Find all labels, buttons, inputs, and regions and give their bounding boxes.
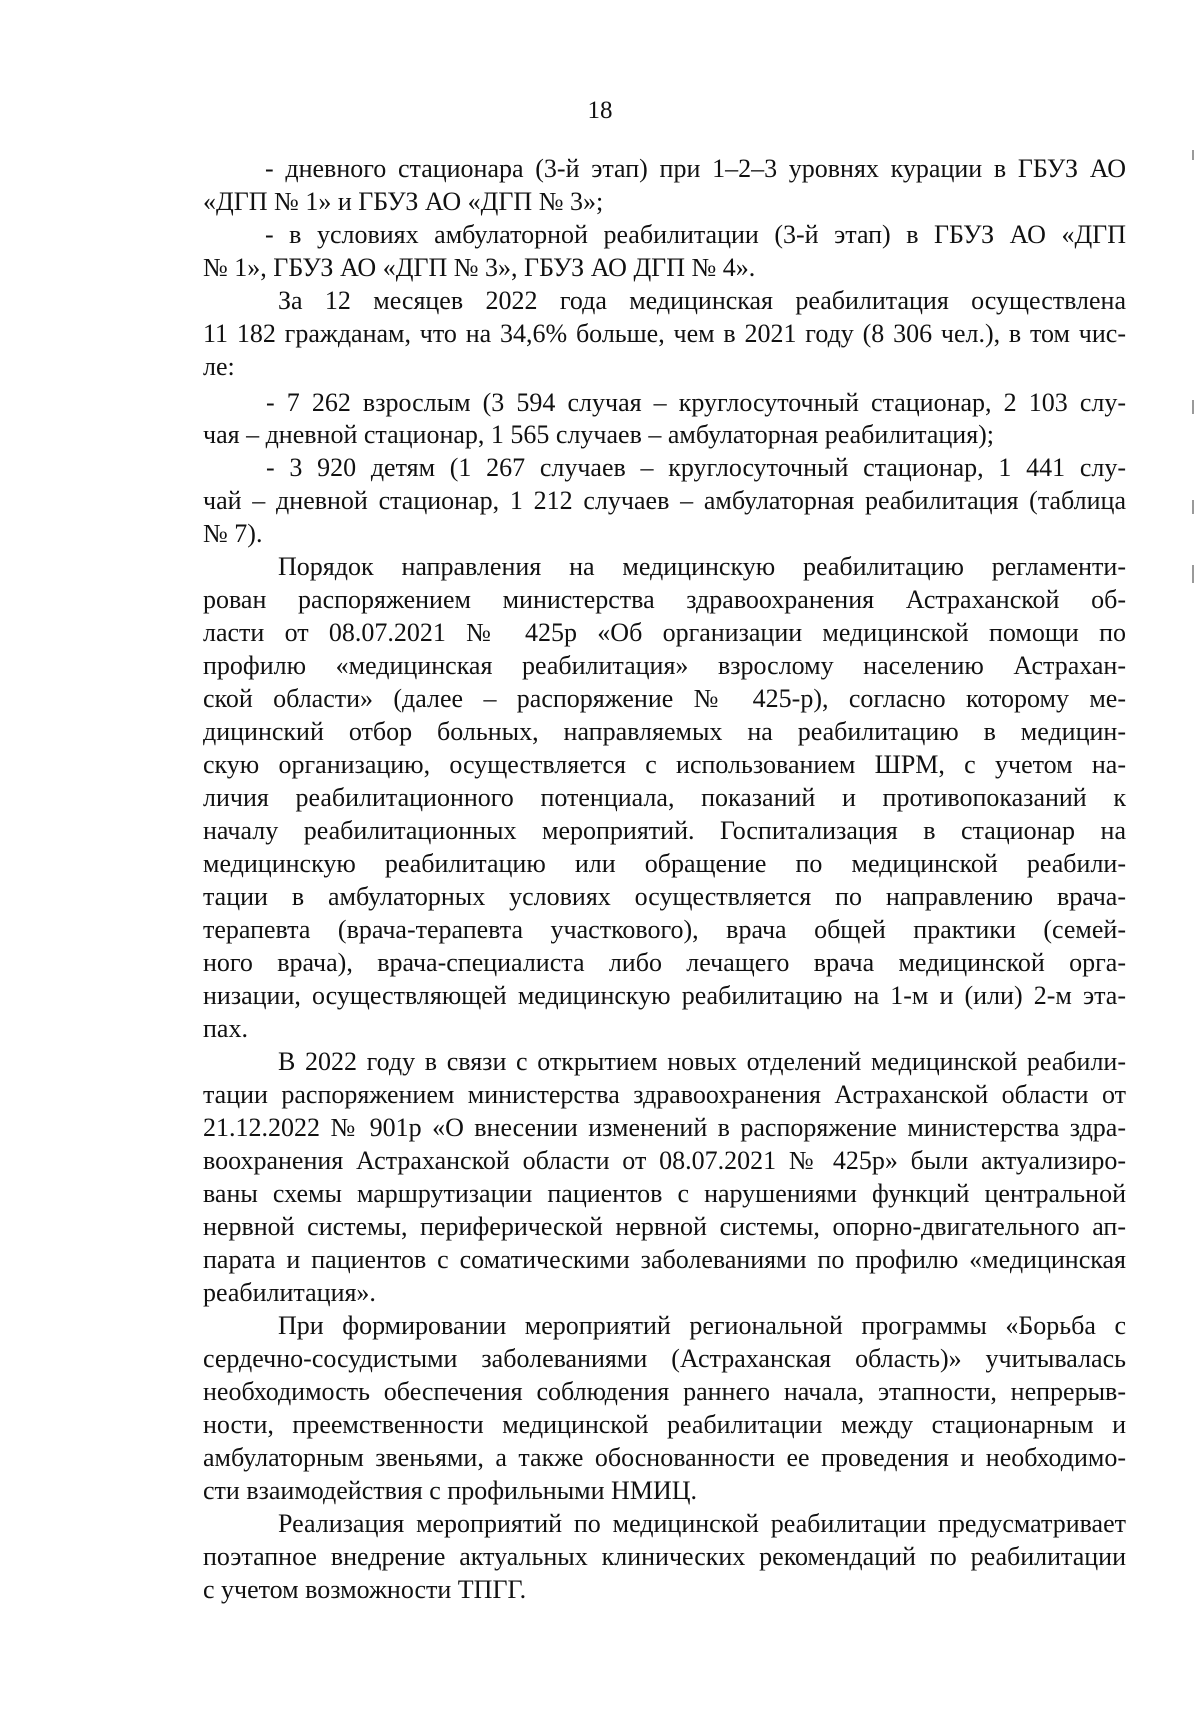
text-line: тации распоряжением министерства здравоохранения Астраханской области от [203, 1080, 1126, 1109]
text-line: При формировании мероприятий региональной программы «Борьба с [278, 1311, 1126, 1340]
text-line: - в условиях амбулаторной реабилитации (3-й этап) в ГБУЗ АО «ДГП [265, 220, 1126, 249]
text-line: рован распоряжением министерства здравоохранения Астраханской об- [203, 585, 1126, 614]
text-line: личия реабилитационного потенциала, показаний и противопоказаний к [203, 783, 1126, 812]
text-line: терапевта (врача-терапевта участкового), врача общей практики (семей- [203, 915, 1126, 944]
text-line: низации, осуществляющей медицинскую реабилитацию на 1-м и (или) 2-м эта- [203, 981, 1126, 1010]
text-line: воохранения Астраханской области от 08.07.2021 № 425р» были актуализиро- [203, 1146, 1126, 1175]
text-line: 11 182 гражданам, что на 34,6% больше, чем в 2021 году (8 306 чел.), в том чис- [203, 319, 1126, 348]
text-line: ваны схемы маршрутизации пациентов с нарушениями функций центральной [203, 1179, 1126, 1208]
text-line: началу реабилитационных мероприятий. Госпитализация в стационар на [203, 816, 1126, 845]
text-line: 21.12.2022 № 901р «О внесении изменений в распоряжение министерства здра- [203, 1113, 1126, 1142]
text-line: № 7). [203, 519, 263, 548]
text-line: поэтапное внедрение актуальных клинических рекомендаций по реабилитации [203, 1542, 1126, 1571]
page-number: 18 [587, 97, 613, 124]
text-line: - дневного стационара (3-й этап) при 1–2–3 уровнях курации в ГБУЗ АО [265, 154, 1126, 183]
text-line: реабилитация». [203, 1278, 376, 1307]
text-line: ного врача), врача-специалиста либо лечащего врача медицинской орга- [203, 948, 1126, 977]
text-line: тации в амбулаторных условиях осуществляется по направлению врача- [203, 882, 1126, 911]
text-line: чая – дневной стационар, 1 565 случаев – амбулаторная реабилитация); [203, 420, 995, 449]
text-line: № 1», ГБУЗ АО «ДГП № 3», ГБУЗ АО ДГП № 4». [203, 253, 756, 282]
text-line: скую организацию, осуществляется с использованием ШРМ, с учетом на- [203, 750, 1126, 779]
text-line: с учетом возможности ТПГГ. [203, 1575, 527, 1604]
text-line: дицинский отбор больных, направляемых на реабилитацию в медицин- [203, 717, 1126, 746]
text-line: «ДГП № 1» и ГБУЗ АО «ДГП № 3»; [203, 187, 604, 216]
scan-artifact [1192, 400, 1194, 414]
text-line: - 3 920 детям (1 267 случаев – круглосуточный стационар, 1 441 слу- [266, 453, 1126, 482]
text-line: амбулаторным звеньями, а также обоснованности ее проведения и необходимо- [203, 1443, 1126, 1472]
text-line: ле: [203, 352, 235, 381]
scan-artifact [1192, 500, 1194, 514]
text-line: чай – дневной стационар, 1 212 случаев – амбулаторная реабилитация (таблица [203, 486, 1126, 515]
text-line: - 7 262 взрослым (3 594 случая – круглосуточный стационар, 2 103 слу- [266, 388, 1126, 417]
text-line: ласти от 08.07.2021 № 425р «Об организации медицинской помощи по [203, 618, 1126, 647]
text-line: ской области» (далее – распоряжение № 425-р), согласно которому ме- [203, 684, 1126, 713]
text-line: За 12 месяцев 2022 года медицинская реабилитация осуществлена [278, 286, 1126, 315]
text-line: сердечно-сосудистыми заболеваниями (Астраханская область)» учитывалась [203, 1344, 1126, 1373]
text-line: медицинскую реабилитацию или обращение по медицинской реабили- [203, 849, 1126, 878]
scan-artifact [1192, 150, 1194, 160]
text-line: В 2022 году в связи с открытием новых отделений медицинской реабили- [278, 1047, 1126, 1076]
text-line: нервной системы, периферической нервной системы, опорно-двигательного ап- [203, 1212, 1126, 1241]
scan-artifact [1192, 565, 1194, 583]
text-line: ности, преемственности медицинской реабилитации между стационарным и [203, 1410, 1126, 1439]
text-line: Реализация мероприятий по медицинской реабилитации предусматривает [278, 1509, 1126, 1538]
text-line: профилю «медицинская реабилитация» взрослому населению Астрахан- [203, 651, 1126, 680]
text-line: парата и пациентов с соматическими заболеваниями по профилю «медицинская [203, 1245, 1126, 1274]
text-line: Порядок направления на медицинскую реабилитацию регламенти- [278, 552, 1126, 581]
text-line: сти взаимодействия с профильными НМИЦ. [203, 1476, 697, 1505]
text-line: пах. [203, 1014, 248, 1043]
text-line: необходимость обеспечения соблюдения раннего начала, этапности, непрерыв- [203, 1377, 1126, 1406]
